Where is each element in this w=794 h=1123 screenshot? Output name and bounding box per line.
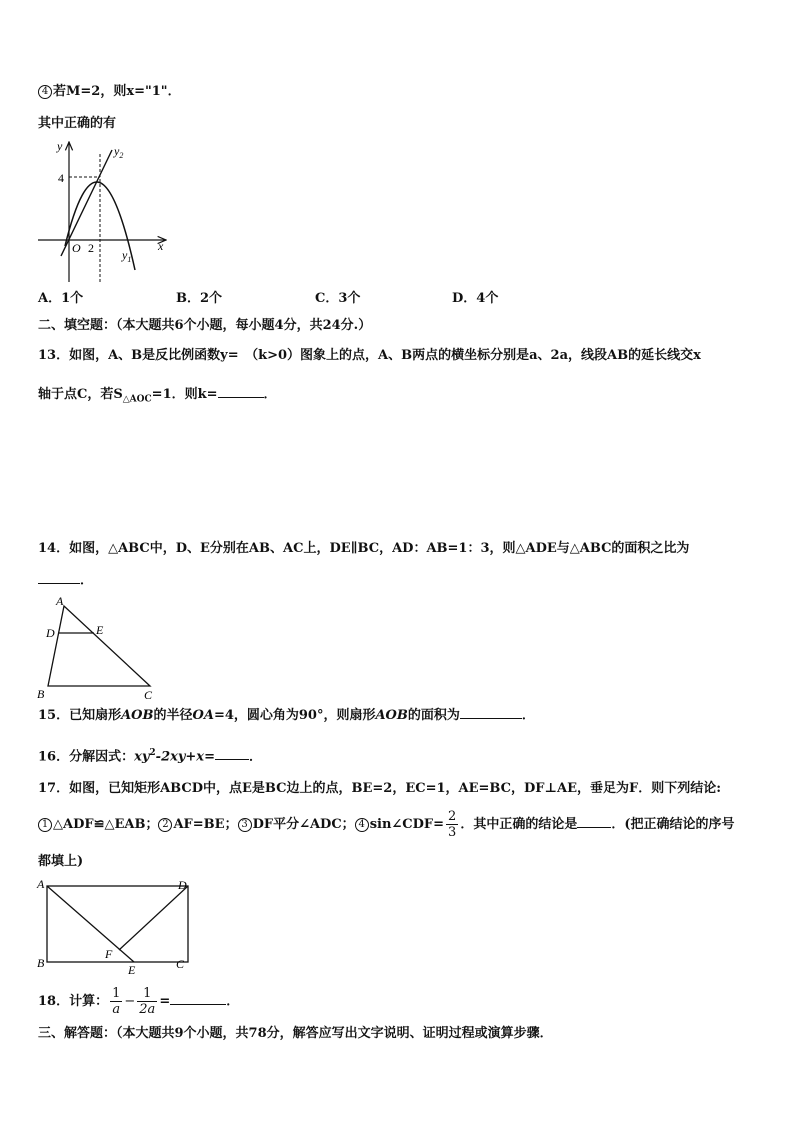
- option-c: C．3个: [315, 291, 361, 306]
- q16-d: =: [204, 749, 215, 765]
- label-y2: $y_2$: [114, 144, 124, 160]
- label-c: C: [176, 957, 185, 971]
- q17-s2: AF=BE；: [173, 817, 238, 832]
- option-b: B．2个: [176, 291, 223, 306]
- rectangle-abcd: [47, 886, 188, 962]
- option-d: D．4个: [452, 291, 499, 306]
- q14-line1: 14．如图，△ABC中，D、E分别在AB、AC上，DE∥BC，AD：AB=1：3，则△ADE与△ABC的面积之比为: [38, 541, 690, 556]
- q17-s1: △ADF≌△EAB；: [53, 817, 159, 832]
- q13-line2: [38, 386, 277, 408]
- q18-fraction-2: [137, 986, 157, 1017]
- q15-c: 的半径: [153, 708, 193, 723]
- q18-minus: −: [124, 994, 136, 1009]
- q17-tail: ．其中正确的结论是: [460, 817, 578, 832]
- q16-line: [38, 745, 262, 765]
- q18-f1-num: 1: [112, 986, 121, 1001]
- q12-graph: [34, 136, 174, 288]
- q14-triangle-figure: [34, 592, 164, 702]
- option-a: A．1个: [38, 291, 84, 306]
- label-y: y: [57, 139, 63, 153]
- q17-rectangle-figure: [34, 874, 196, 978]
- section3-heading: 三、解答题：（本大题共9个小题，共78分，解答应写出文字说明、证明过程或演算步骤．: [38, 1026, 553, 1041]
- q17-circle-1: 1: [38, 818, 52, 832]
- q18-end: ．: [226, 994, 240, 1009]
- q17-tail2: ．(把正确结论的序号: [611, 817, 735, 832]
- q17-line2: [38, 808, 734, 842]
- label-f: F: [105, 947, 113, 961]
- q16-sup: 2: [149, 748, 156, 758]
- label-d: D: [178, 878, 187, 892]
- q15-h: ．: [521, 708, 535, 723]
- q13-line2-b: =1．则k=: [151, 387, 218, 402]
- item4-number-circle: 4: [38, 85, 52, 99]
- q13-line2-end: ．: [263, 387, 277, 402]
- label-b: B: [37, 956, 45, 970]
- q16-b: xy: [134, 749, 150, 765]
- q14-line2-end: ．: [80, 573, 94, 588]
- q17-s3: DF平分∠ADC；: [252, 817, 355, 832]
- q15-e: =4，圆心角为90°，则扇形: [213, 708, 376, 723]
- label-y1: $y_1$: [122, 248, 132, 264]
- q18-f1-den: a: [112, 1002, 121, 1017]
- label-b: B: [37, 687, 45, 701]
- q14-line2: [38, 572, 93, 589]
- q15-answer-blank: [460, 707, 522, 719]
- label-e: E: [96, 623, 104, 637]
- q13-line2-a: 轴于点C，若S: [38, 387, 123, 402]
- q18-f2-den: 2a: [139, 1002, 156, 1017]
- q17-circle-4: 4: [355, 818, 369, 832]
- q13-sub: △AOC: [122, 394, 152, 405]
- q16-e: ．: [248, 749, 262, 765]
- label-a: A: [56, 594, 64, 608]
- q18-line: [38, 983, 239, 1021]
- q17-line3: 都填上): [38, 854, 84, 869]
- triangle-abc: [48, 606, 150, 686]
- q18-eq: =: [159, 994, 171, 1009]
- q12-item4-text: 若M=2，则x="1"．: [53, 84, 181, 99]
- q17-line1: 17．如图，已知矩形ABCD中，点E是BC边上的点，BE=2，EC=1，AE=BC，DF⊥AE，垂足为F．则下列结论:: [38, 781, 722, 796]
- q16-answer-blank: [215, 748, 249, 760]
- q13-line1: 13．如图，A、B是反比例函数y= （k>0）图象上的点，A、B两点的横坐标分别是a、2a，线段AB的延长线交x: [38, 348, 701, 363]
- q12-prompt: 其中正确的有: [38, 116, 117, 131]
- q16-a: 16．分解因式：: [38, 749, 135, 765]
- q17-frac-num: 2: [448, 809, 457, 824]
- label-d: D: [46, 626, 55, 640]
- q14-answer-blank: [38, 572, 80, 584]
- q15-g: 的面积为: [407, 708, 460, 723]
- q15-b: AOB: [121, 708, 154, 723]
- q13-answer-blank: [218, 386, 264, 398]
- q15-line: [38, 707, 535, 724]
- section2-heading: 二、填空题：（本大题共6个小题，每小题4分，共24分.）: [38, 318, 372, 333]
- q18-fraction-1: [110, 986, 122, 1017]
- q18-a: 18．计算：: [38, 994, 109, 1009]
- q18-answer-blank: [170, 993, 226, 1005]
- q12-item4: [38, 84, 181, 100]
- q17-s4: sin∠CDF=: [369, 817, 445, 832]
- q18-f2-num: 1: [143, 986, 152, 1001]
- q15-f: AOB: [375, 708, 408, 723]
- q17-answer-blank: [577, 816, 611, 828]
- label-c: C: [144, 688, 153, 702]
- label-e: E: [128, 963, 136, 977]
- label-a: A: [37, 877, 45, 891]
- q17-circle-3: 3: [238, 818, 252, 832]
- label-4: 4: [58, 171, 64, 185]
- segment-ae: [47, 886, 134, 962]
- q15-a: 15．已知扇形: [38, 708, 122, 723]
- segment-df: [119, 886, 188, 950]
- q17-fraction: [446, 809, 458, 840]
- q16-c: -2xy+x: [155, 749, 205, 765]
- label-x: x: [158, 239, 164, 253]
- label-2: 2: [88, 241, 94, 255]
- q15-d: OA: [192, 708, 214, 723]
- label-origin: O: [72, 241, 81, 255]
- q17-circle-2: 2: [158, 818, 172, 832]
- q17-frac-den: 3: [448, 825, 457, 840]
